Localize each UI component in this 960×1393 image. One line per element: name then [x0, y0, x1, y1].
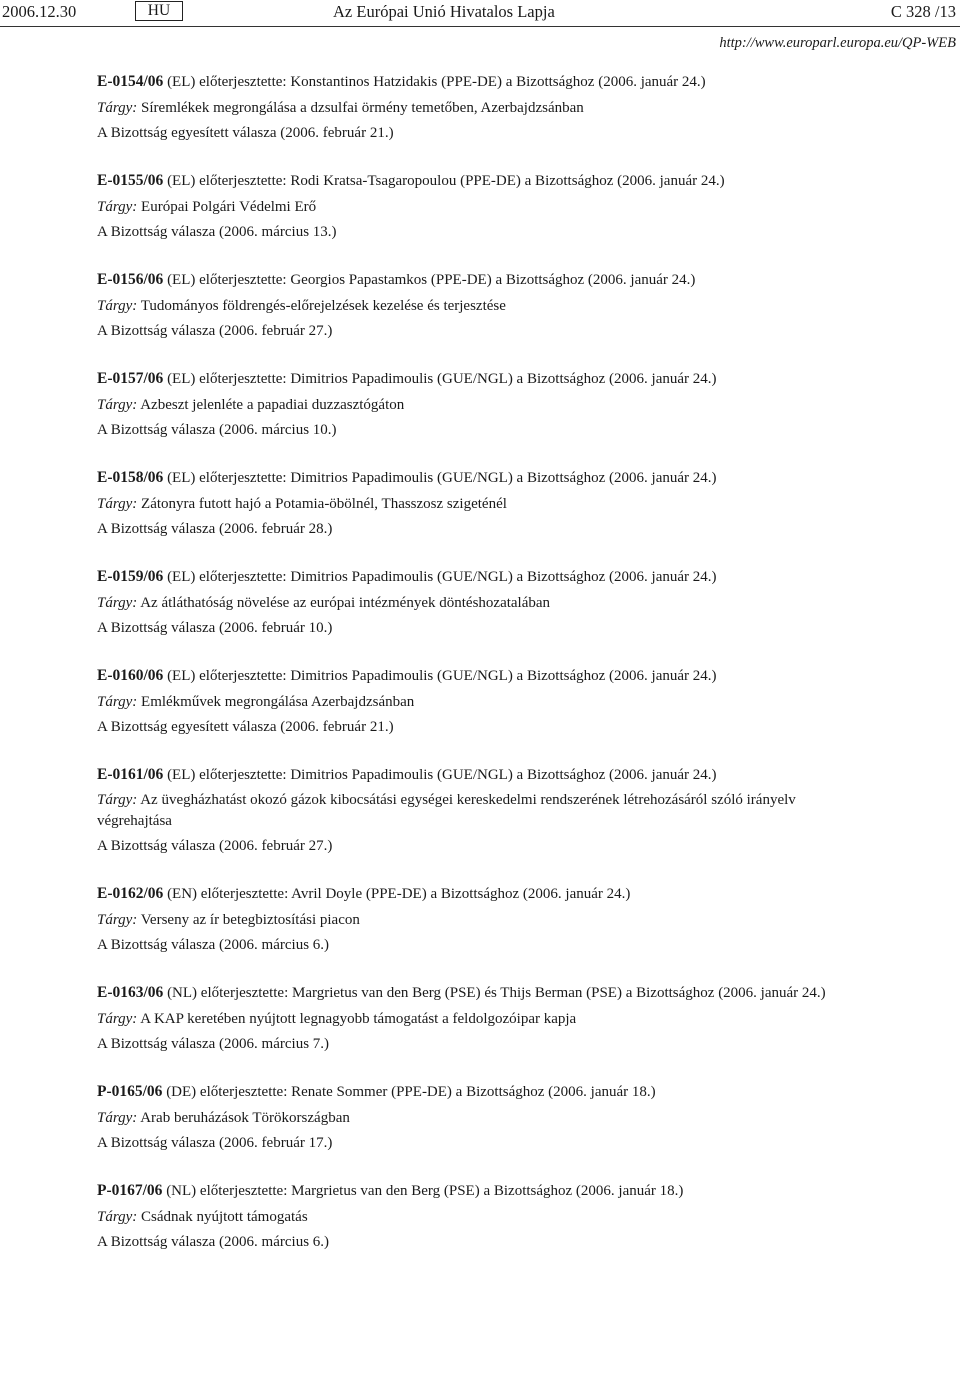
source-url: http://www.europarl.europa.eu/QP-WEB	[719, 35, 956, 51]
question-header	[97, 1081, 867, 1103]
question-entry	[97, 665, 867, 738]
question-header	[97, 764, 867, 786]
commission-answer: A Bizottság válasza (2006. február 10.)	[97, 620, 333, 636]
commission-answer: A Bizottság válasza (2006. március 13.)	[97, 224, 337, 240]
question-submitter: (EL) előterjesztette: Dimitrios Papadimoulis (GUE/NGL) a Bizottsághoz (2006. január 24.)	[167, 371, 717, 387]
question-submitter: (EL) előterjesztette: Dimitrios Papadimoulis (GUE/NGL) a Bizottsághoz (2006. január 24.)	[167, 767, 717, 783]
question-submitter: (EL) előterjesztette: Georgios Papastamkos (PPE-DE) a Bizottsághoz (2006. január 24.)	[167, 272, 696, 288]
question-subject	[97, 97, 867, 119]
commission-answer: A Bizottság válasza (2006. február 28.)	[97, 521, 333, 537]
question-entry	[97, 1081, 867, 1154]
question-id: E-0157/06	[97, 370, 164, 387]
subject-text: Tudományos földrengés-előrejelzések kezelése és terjesztése	[140, 297, 506, 314]
commission-answer: A Bizottság egyesített válasza (2006. február 21.)	[97, 719, 394, 735]
question-id: P-0167/06	[97, 1182, 163, 1199]
subject-label: Tárgy:	[97, 1010, 138, 1027]
question-subject	[97, 691, 867, 713]
question-id: E-0156/06	[97, 271, 164, 288]
question-subject	[97, 1206, 867, 1228]
question-header	[97, 71, 867, 93]
question-entry	[97, 566, 867, 639]
question-entry	[97, 883, 867, 956]
question-id: E-0159/06	[97, 568, 164, 585]
subject-text: Európai Polgári Védelmi Erő	[141, 198, 317, 215]
question-list	[97, 71, 867, 1253]
subject-label: Tárgy:	[97, 1208, 138, 1225]
question-header	[97, 1180, 867, 1202]
question-subject	[97, 295, 867, 317]
page-reference: C 328 /13	[890, 2, 956, 21]
commission-answer: A Bizottság válasza (2006. február 27.)	[97, 323, 333, 339]
question-entry	[97, 71, 867, 144]
commission-answer: A Bizottság válasza (2006. március 6.)	[97, 937, 330, 953]
question-id: E-0155/06	[97, 172, 164, 189]
page-header	[0, 0, 960, 26]
question-entry	[97, 982, 867, 1055]
subject-text: Az átláthatóság növelése az európai intézmények döntéshozatalában	[140, 594, 551, 611]
journal-title: Az Európai Unió Hivatalos Lapja	[333, 2, 555, 21]
question-entry	[97, 170, 867, 243]
question-submitter: (EN) előterjesztette: Avril Doyle (PPE-DE) a Bizottsághoz (2006. január 24.)	[167, 886, 631, 902]
subject-label: Tárgy:	[97, 495, 138, 512]
subject-text: Arab beruházások Törökországban	[140, 1109, 350, 1126]
subject-label: Tárgy:	[97, 791, 138, 808]
question-id: E-0158/06	[97, 469, 164, 486]
question-submitter: (EL) előterjesztette: Dimitrios Papadimoulis (GUE/NGL) a Bizottsághoz (2006. január 24.)	[167, 569, 717, 585]
subject-label: Tárgy:	[97, 396, 138, 413]
question-submitter: (DE) előterjesztette: Renate Sommer (PPE-DE) a Bizottsághoz (2006. január 18.)	[166, 1084, 656, 1100]
subject-label: Tárgy:	[97, 693, 138, 710]
subject-label: Tárgy:	[97, 198, 138, 215]
publication-date: 2006.12.30	[2, 2, 77, 21]
subject-label: Tárgy:	[97, 99, 138, 116]
subject-label: Tárgy:	[97, 1109, 138, 1126]
question-id: E-0160/06	[97, 667, 164, 684]
question-submitter: (EL) előterjesztette: Rodi Kratsa-Tsagaropoulou (PPE-DE) a Bizottsághoz (2006. január 24.)	[167, 173, 725, 189]
question-header	[97, 368, 867, 390]
question-subject	[97, 1107, 867, 1129]
question-header	[97, 883, 867, 905]
question-subject	[97, 394, 867, 416]
subject-label: Tárgy:	[97, 911, 138, 928]
question-header	[97, 467, 867, 489]
subject-text: Verseny az ír betegbiztosítási piacon	[140, 911, 360, 928]
question-subject	[97, 790, 867, 832]
question-subject	[97, 196, 867, 218]
commission-answer: A Bizottság válasza (2006. február 27.)	[97, 838, 333, 854]
header-rule	[0, 26, 960, 27]
question-header	[97, 269, 867, 291]
subject-text: Azbeszt jelenléte a papadiai duzzasztógáton	[140, 396, 405, 413]
question-header	[97, 170, 867, 192]
subject-text: Síremlékek megrongálása a dzsulfai örmény temetőben, Azerbajdzsánban	[141, 99, 584, 116]
subject-label: Tárgy:	[97, 297, 138, 314]
question-header	[97, 982, 867, 1004]
question-submitter: (NL) előterjesztette: Margrietus van den Berg (PSE) a Bizottsághoz (2006. január 18.)	[166, 1183, 684, 1199]
question-submitter: (EL) előterjesztette: Dimitrios Papadimoulis (GUE/NGL) a Bizottsághoz (2006. január 24.)	[167, 668, 717, 684]
question-entry	[97, 764, 867, 857]
commission-answer: A Bizottság válasza (2006. március 10.)	[97, 422, 337, 438]
question-subject	[97, 1008, 867, 1030]
subject-text: Csádnak nyújtott támogatás	[141, 1208, 308, 1225]
question-entry	[97, 1180, 867, 1253]
question-header	[97, 665, 867, 687]
commission-answer: A Bizottság válasza (2006. március 7.)	[97, 1036, 330, 1052]
subject-text: Emlékművek megrongálása Azerbajdzsánban	[141, 693, 415, 710]
commission-answer: A Bizottság egyesített válasza (2006. február 21.)	[97, 125, 394, 141]
question-id: P-0165/06	[97, 1083, 163, 1100]
question-submitter: (EL) előterjesztette: Dimitrios Papadimoulis (GUE/NGL) a Bizottsághoz (2006. január 24.)	[167, 470, 717, 486]
question-entry	[97, 368, 867, 441]
question-subject	[97, 592, 867, 614]
commission-answer: A Bizottság válasza (2006. március 6.)	[97, 1234, 330, 1250]
question-submitter: (NL) előterjesztette: Margrietus van den Berg (PSE) és Thijs Berman (PSE) a Bizottsághoz (2006. január 24.)	[167, 985, 826, 1001]
commission-answer: A Bizottság válasza (2006. február 17.)	[97, 1135, 333, 1151]
question-id: E-0163/06	[97, 984, 164, 1001]
question-subject	[97, 493, 867, 515]
question-header	[97, 566, 867, 588]
language-code-box: HU	[135, 1, 183, 21]
subject-label: Tárgy:	[97, 594, 138, 611]
subject-text: A KAP keretében nyújtott legnagyobb támogatást a feldolgozóipar kapja	[140, 1010, 577, 1027]
question-entry	[97, 467, 867, 540]
subject-text: Zátonyra futott hajó a Potamia-öbölnél, Thasszosz szigeténél	[141, 495, 507, 512]
question-id: E-0161/06	[97, 766, 164, 783]
question-subject	[97, 909, 867, 931]
question-submitter: (EL) előterjesztette: Konstantinos Hatzidakis (PPE-DE) a Bizottsághoz (2006. január 24.)	[167, 74, 706, 90]
question-entry	[97, 269, 867, 342]
subject-text: Az üvegházhatást okozó gázok kibocsátási egységei kereskedelmi rendszerének létrehozásáról szóló irányelv végrehajtása	[97, 791, 796, 829]
question-id: E-0162/06	[97, 885, 164, 902]
question-id: E-0154/06	[97, 73, 164, 90]
